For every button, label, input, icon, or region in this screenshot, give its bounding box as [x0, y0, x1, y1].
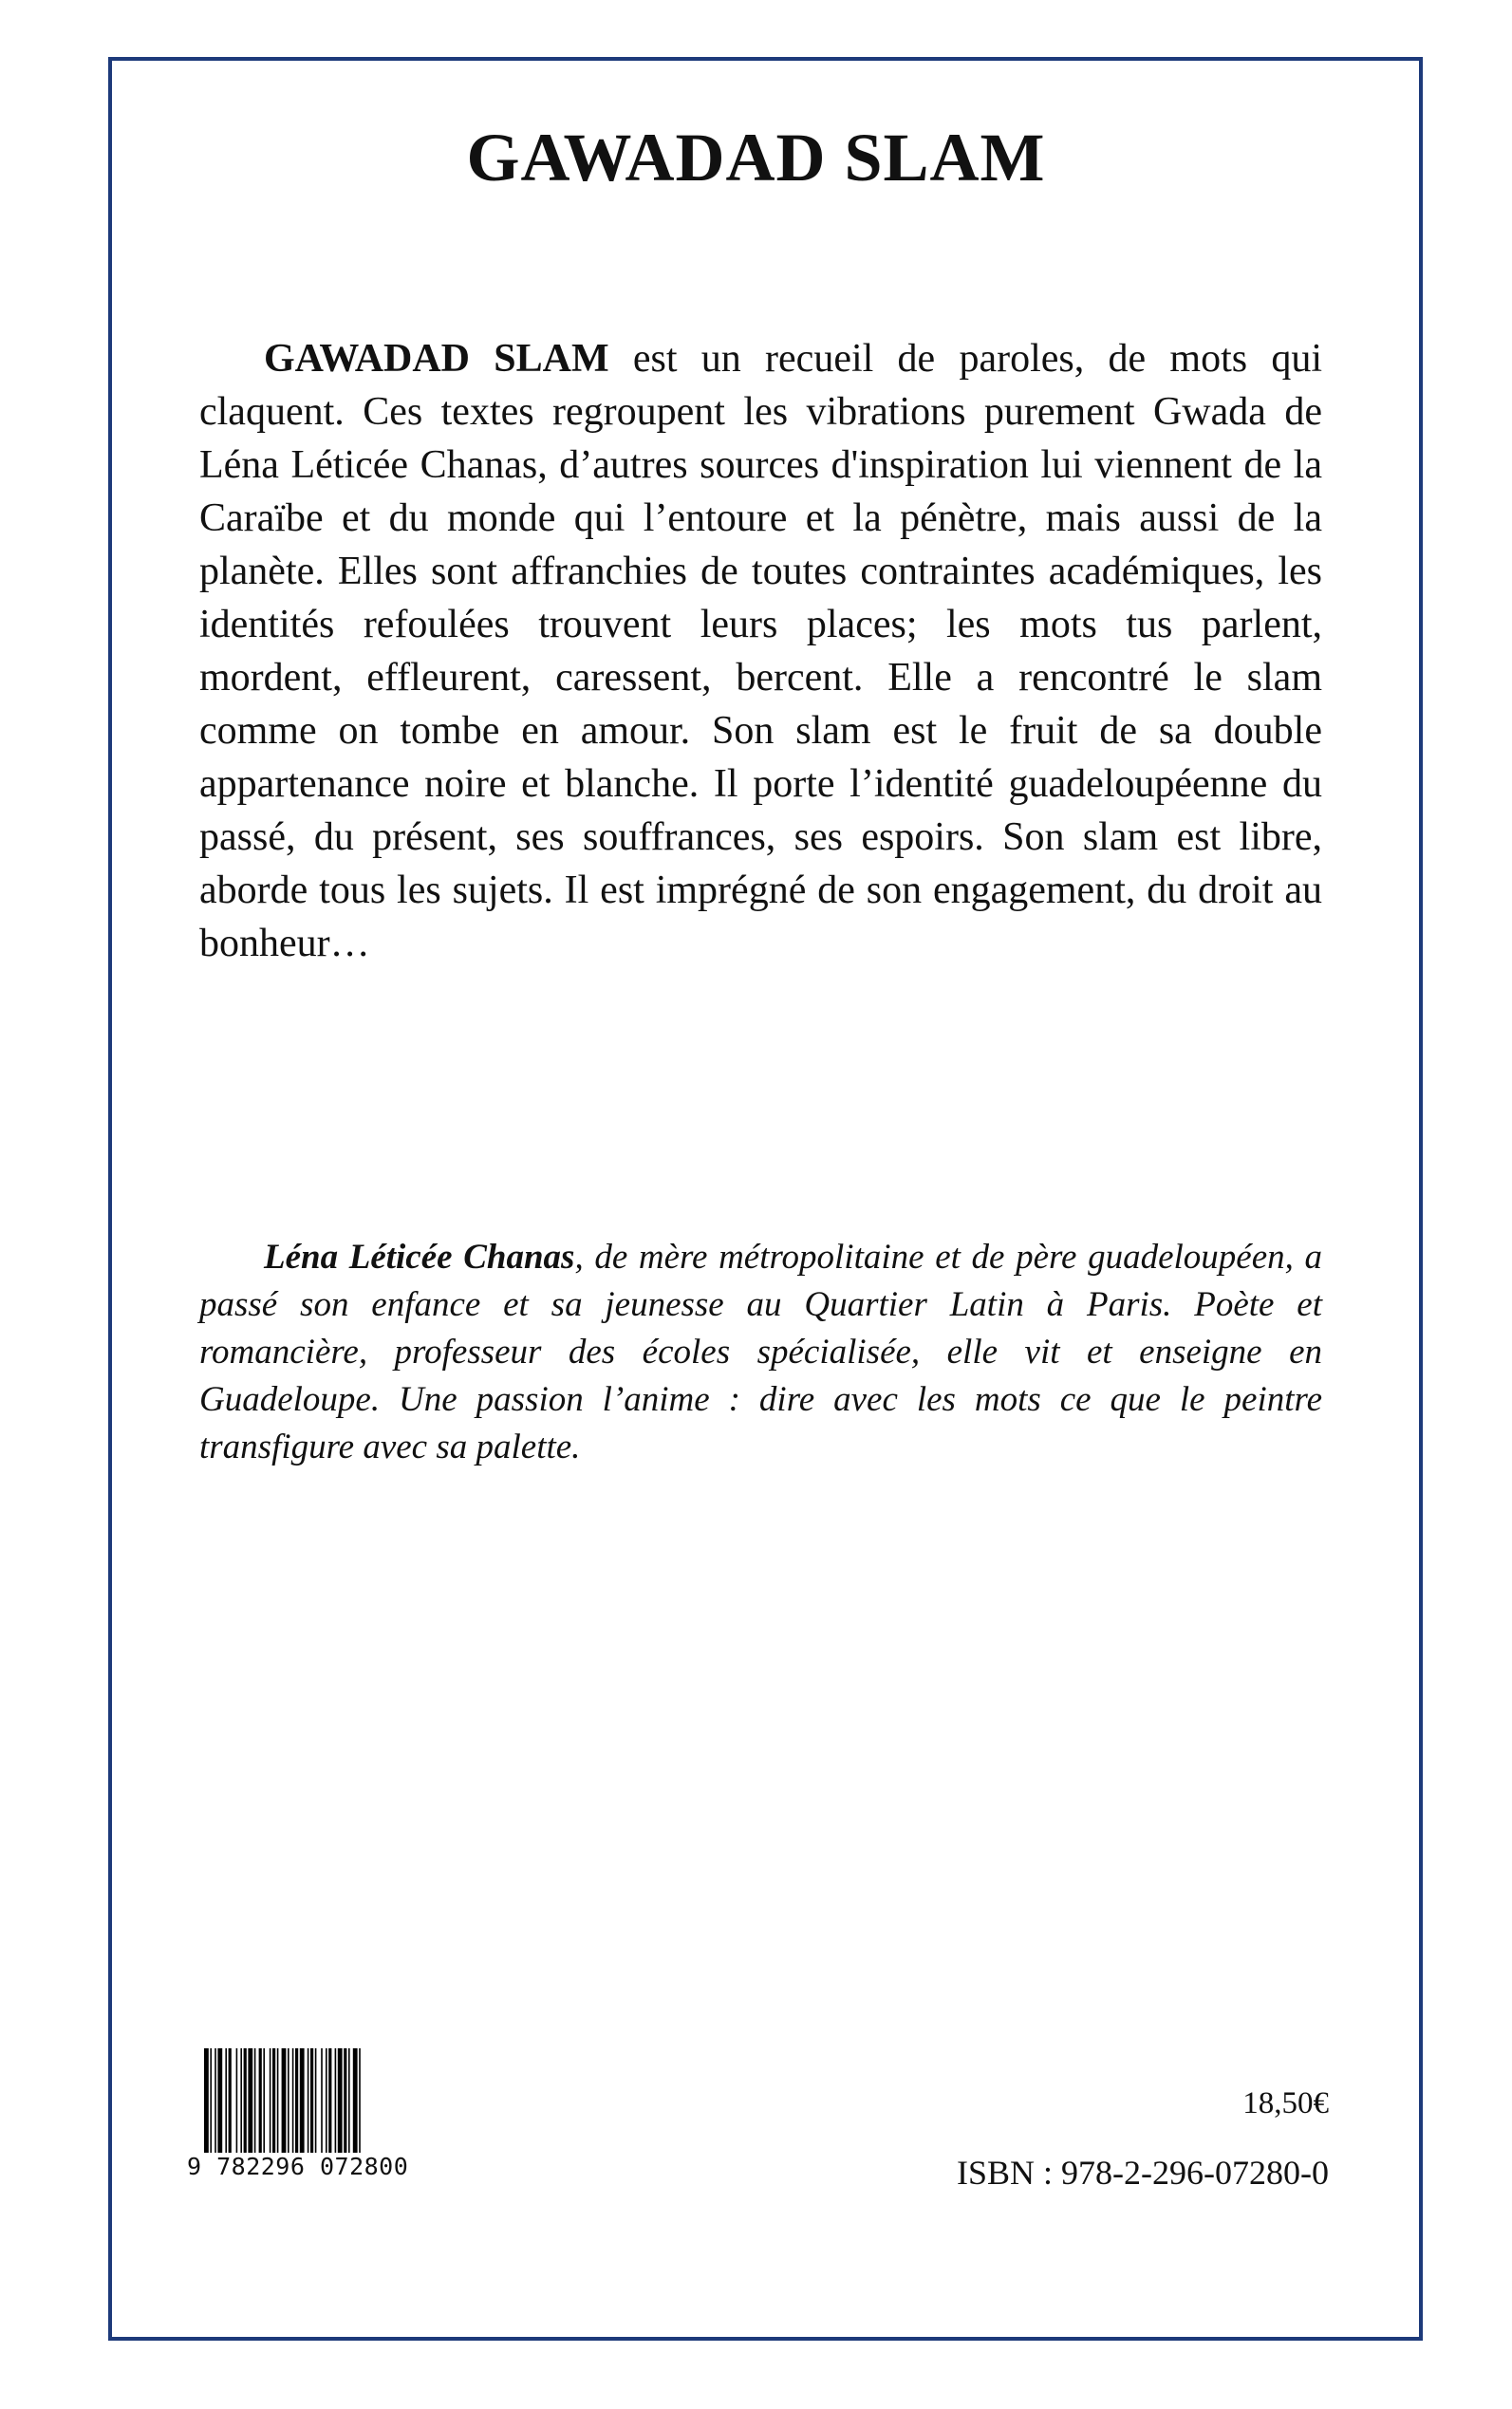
barcode-bar — [310, 2048, 313, 2153]
barcode-bar — [254, 2048, 256, 2153]
barcode-bar — [204, 2048, 209, 2153]
barcode-bar — [328, 2048, 331, 2153]
barcode-bar — [236, 2048, 238, 2153]
barcode-bar — [282, 2048, 287, 2153]
barcode-bar — [344, 2048, 346, 2153]
bio-text: , de mère métropolitaine et de père guadeloupéen, a passé son enfance et sa jeunesse au Quartier Latin à Paris. Poète et romancière, professeur des écoles spécialisée, elle vit et enseigne en Guadeloupe. Une passion l’anime : dire avec les mots ce que le peintre transfigure avec sa palette. — [199, 1238, 1322, 1466]
barcode-bar — [335, 2048, 337, 2153]
barcode-bar — [348, 2048, 350, 2153]
barcode-bar — [244, 2048, 247, 2153]
barcode-bar — [292, 2048, 294, 2153]
barcode-bar — [326, 2048, 327, 2153]
barcode-bar — [259, 2048, 262, 2153]
barcode-bar — [248, 2048, 252, 2153]
isbn-barcode — [187, 2048, 510, 2183]
barcode-bar — [338, 2048, 343, 2153]
barcode-bar — [240, 2048, 242, 2153]
barcode-bar — [210, 2048, 212, 2153]
book-blurb — [199, 332, 1322, 970]
book-title: GAWADAD SLAM — [466, 120, 1046, 196]
barcode-bar — [277, 2048, 279, 2153]
barcode-bar — [215, 2048, 216, 2153]
barcode-bar — [288, 2048, 289, 2153]
barcode-bar — [359, 2048, 361, 2153]
barcode-bar — [270, 2048, 271, 2153]
barcode-bar — [295, 2048, 298, 2153]
barcode-bars — [204, 2048, 506, 2153]
barcode-bar — [272, 2048, 275, 2153]
barcode-bar — [321, 2048, 323, 2153]
barcode-bar — [315, 2048, 317, 2153]
author-bio — [199, 1234, 1322, 1471]
barcode-digits: 9 782296 072800 — [187, 2153, 409, 2180]
barcode-bar — [308, 2048, 309, 2153]
barcode-bar — [300, 2048, 305, 2153]
blurb-text: est un recueil de paroles, de mots qui claquent. Ces textes regroupent les vibrations purement Gwada de Léna Léticée Chanas, d’autres sources d'inspiration lui viennent de la Caraïbe et du monde qui l’entoure et la pénètre, mais aussi de la planète. Elles sont affranchies de toutes contraintes académiques, les identités refoulées trouvent leurs places; les mots tus parlent, mordent, effleurent, caressent, bercent. Elle a rencontré le slam comme on tombe en amour. Son slam est le fruit de sa double appartenance noire et blanche. Il porte l’identité guadeloupéenne du passé, du présent, ses souffrances, ses espoirs. Son slam est libre, aborde tous les sujets. Il est imprégné de son engagement, du droit au bonheur… — [199, 337, 1323, 965]
blurb-lead-title: GAWADAD SLAM — [264, 337, 609, 381]
barcode-bar — [217, 2048, 222, 2153]
blurb-paragraph — [199, 332, 1322, 970]
barcode-bar — [225, 2048, 227, 2153]
barcode-bar — [229, 2048, 232, 2153]
barcode-bar — [263, 2048, 265, 2153]
isbn-label: ISBN : 978-2-296-07280-0 — [957, 2154, 1329, 2192]
price-label: 18,50€ — [1242, 2086, 1329, 2120]
barcode-bar — [353, 2048, 358, 2153]
author-name: Léna Léticée Chanas — [264, 1238, 575, 1277]
bio-paragraph — [199, 1234, 1322, 1471]
